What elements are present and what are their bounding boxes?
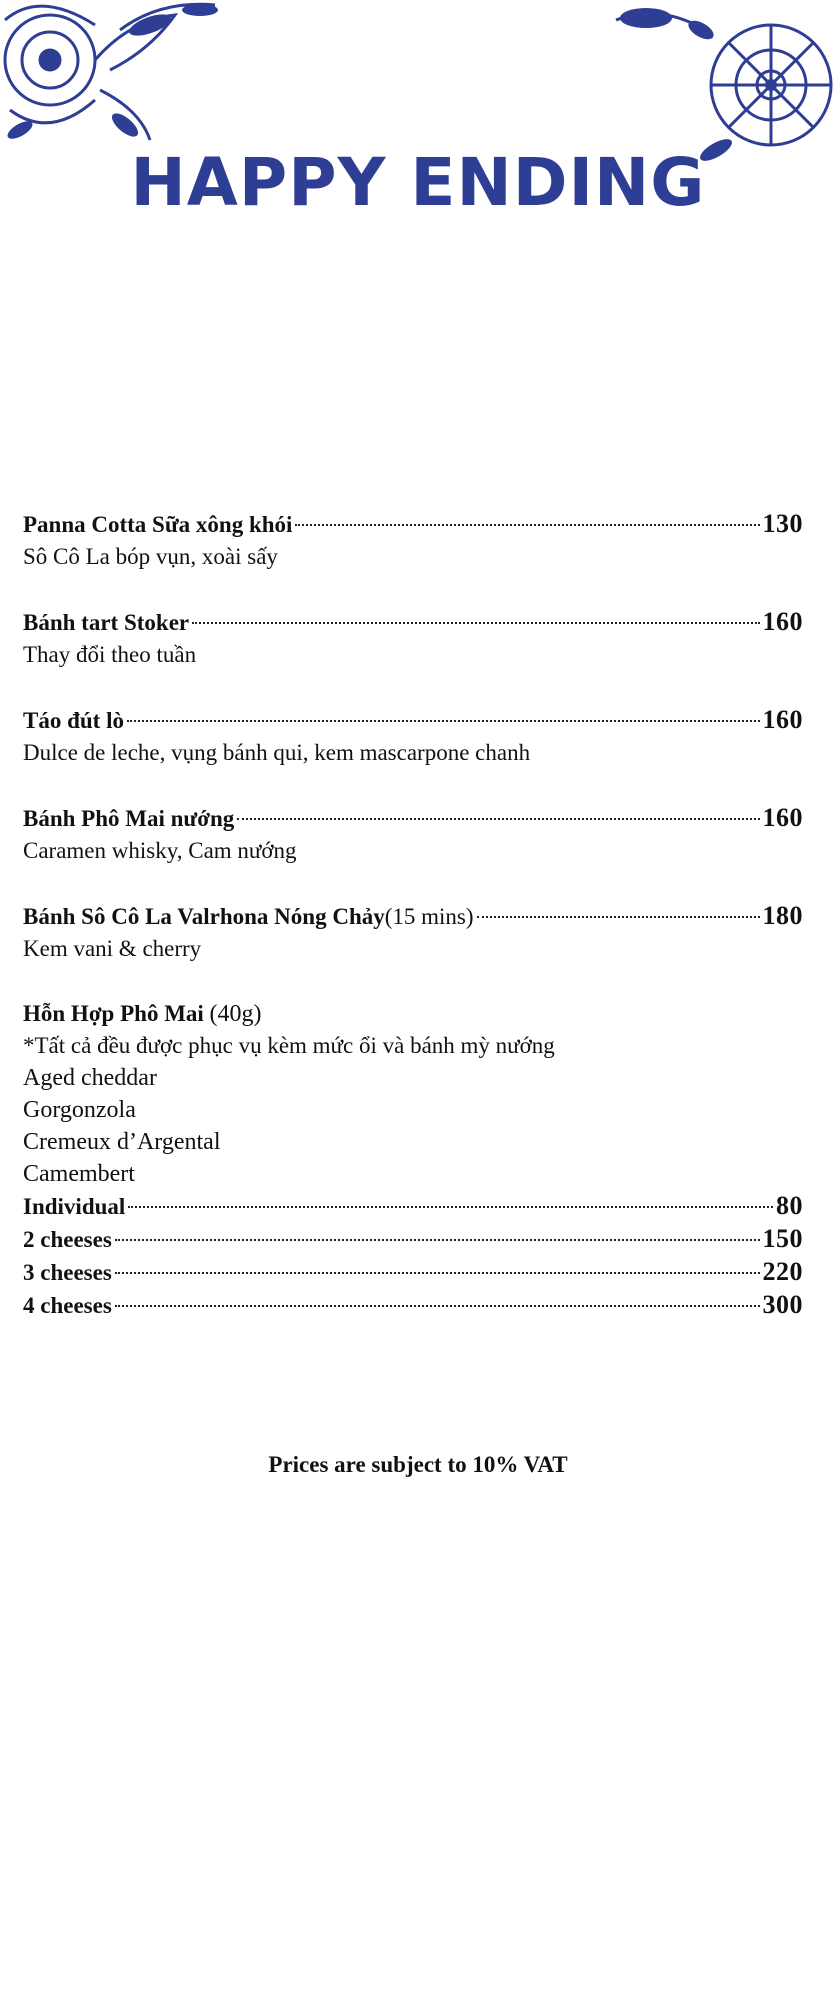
menu-item-description: Kem vani & cherry	[23, 936, 202, 961]
cheese-title-extra: (40g)	[209, 1001, 262, 1027]
cheese-option-price: 300	[762, 1290, 803, 1319]
menu-item-panna-cotta	[23, 508, 803, 573]
menu-item-price: 160	[762, 803, 803, 832]
dot-leader	[115, 1305, 760, 1307]
cheese-title: Hỗn Hợp Phô Mai	[23, 1001, 204, 1026]
cheese-option-label: 4 cheeses	[23, 1293, 112, 1318]
dot-leader	[477, 916, 760, 918]
cheese-option-label: 2 cheeses	[23, 1227, 112, 1252]
menu-item-name: Bánh tart Stoker	[23, 610, 190, 635]
cheese-option-price: 150	[762, 1224, 803, 1253]
dot-leader	[115, 1239, 760, 1241]
cheese-option-label: Individual	[23, 1194, 126, 1219]
cheese-option-label: 3 cheeses	[23, 1260, 112, 1285]
dot-leader	[128, 1206, 773, 1208]
dot-leader	[115, 1272, 760, 1274]
cheese-option	[23, 1223, 803, 1256]
menu-item-chocolate-fondant	[23, 900, 803, 965]
dot-leader	[192, 622, 759, 624]
menu-item-name-text: Bánh Sô Cô La Valrhona Nóng Chảy	[23, 904, 385, 929]
menu-item-description: Thay đổi theo tuần	[23, 642, 197, 667]
vat-note: Prices are subject to 10% VAT	[268, 1452, 568, 1477]
menu-item-name: Panna Cotta Sữa xông khói	[23, 512, 293, 537]
menu-item-price: 160	[762, 705, 803, 734]
menu-item-description: Dulce de leche, vụng bánh qui, kem mascarpone chanh	[23, 740, 531, 765]
cheese-option	[23, 1289, 803, 1322]
cheese-variety: Camembert	[23, 1161, 135, 1187]
menu-item-name	[23, 901, 474, 933]
menu-item-name-extra: (15 mins)	[384, 904, 474, 929]
menu-item-price: 130	[762, 509, 803, 538]
cheese-option	[23, 1190, 803, 1223]
cheese-option	[23, 1256, 803, 1289]
menu-item-price: 160	[762, 607, 803, 636]
cheese-variety: Cremeux d’Argental	[23, 1129, 221, 1155]
cheese-selection	[23, 998, 803, 1322]
cheese-heading	[23, 998, 803, 1030]
menu-item-description: Caramen whisky, Cam nướng	[23, 838, 297, 863]
menu-item-name: Bánh Phô Mai nướng	[23, 806, 235, 831]
dot-leader	[295, 524, 759, 526]
dessert-menu	[23, 508, 803, 1322]
menu-item-description: Sô Cô La bóp vụn, xoài sấy	[23, 544, 278, 569]
floral-decoration-left-icon	[0, 0, 230, 150]
menu-item-baked-apple	[23, 704, 803, 769]
dot-leader	[237, 818, 759, 820]
cheese-variety: Aged cheddar	[23, 1065, 157, 1091]
cheese-note: *Tất cả đều được phục vụ kèm mức ổi và bánh mỳ nướng	[23, 1033, 555, 1058]
page-title: HAPPY ENDING	[130, 144, 706, 221]
menu-item-cheesecake	[23, 802, 803, 867]
menu-item-price: 180	[762, 901, 803, 930]
cheese-option-price: 220	[762, 1257, 803, 1286]
cheese-option-price: 80	[776, 1191, 803, 1220]
cheese-variety: Gorgonzola	[23, 1097, 136, 1123]
menu-item-tart	[23, 606, 803, 671]
dot-leader	[127, 720, 760, 722]
menu-item-name: Táo đút lò	[23, 708, 124, 733]
